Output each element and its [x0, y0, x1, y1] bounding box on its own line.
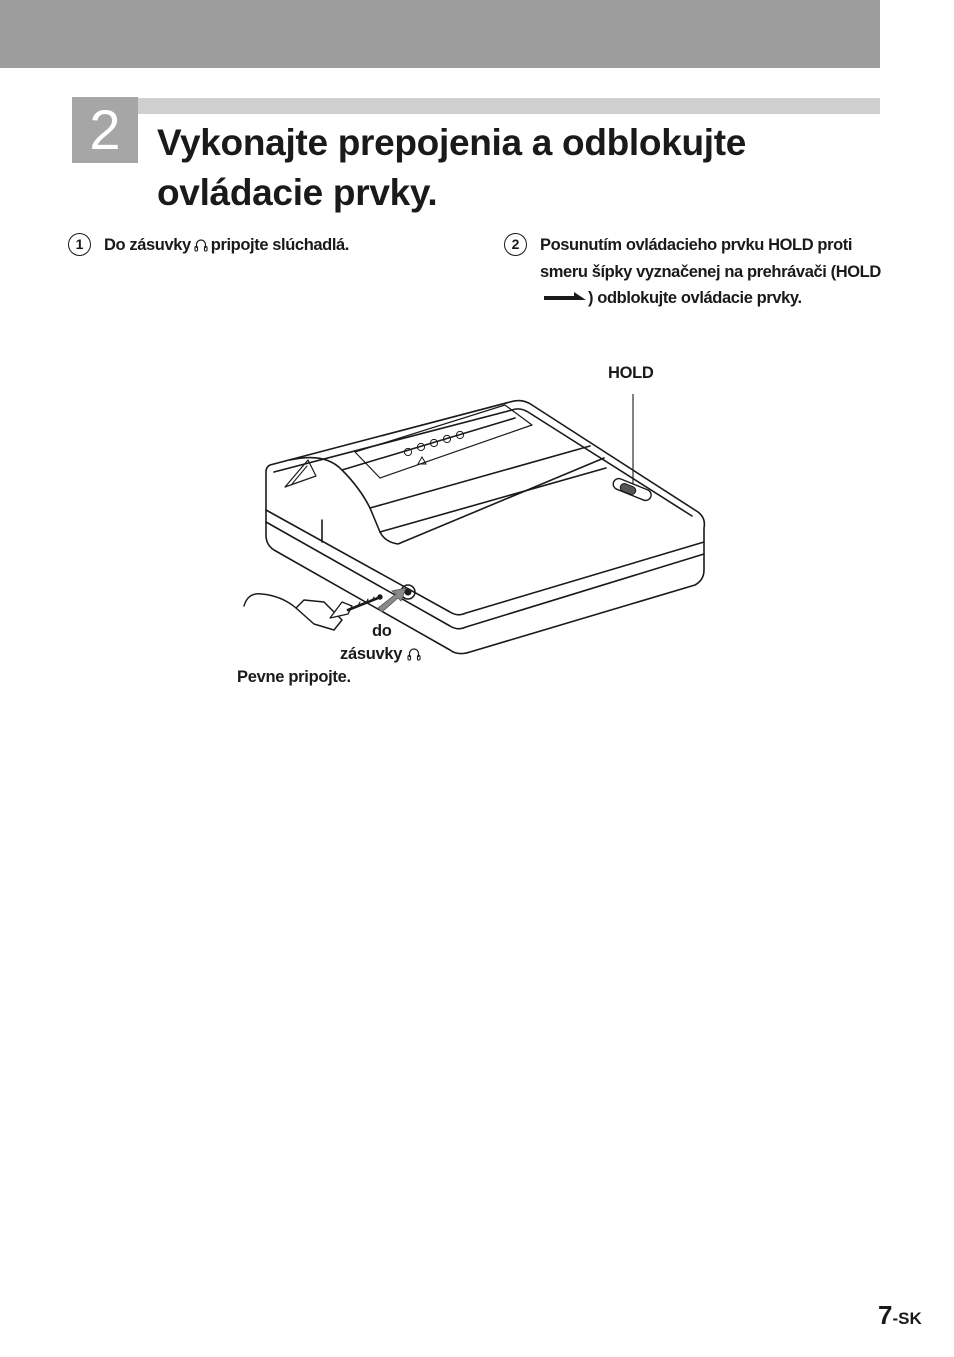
section-number-box: 2: [72, 97, 138, 163]
jack-label-line2: [340, 643, 424, 665]
step-1-text-before: Do zásuvky: [104, 236, 191, 254]
step-1-number: 1: [68, 233, 91, 256]
step-1-text: [104, 232, 349, 259]
headphones-icon: [194, 238, 208, 252]
hold-switch: [612, 477, 653, 502]
step-2: [504, 232, 894, 312]
page-number-value: 7: [878, 1300, 893, 1330]
step-1-text-after: pripojte slúchadlá.: [210, 236, 349, 254]
step-2-text-before: Posunutím ovládacieho prvku HOLD proti smeru šípky vyznačenej na prehrávači (HOLD: [540, 236, 881, 281]
page-number-suffix: -SK: [892, 1309, 922, 1328]
player-illustration: [230, 380, 720, 680]
jack-label-line1: do: [372, 622, 392, 640]
step-2-text-after: ) odblokujte ovládacie prvky.: [588, 289, 802, 307]
connect-note: Pevne pripojte.: [237, 668, 351, 686]
page-number: [878, 1300, 922, 1331]
step-1: [68, 232, 468, 259]
step-2-number: 2: [504, 233, 527, 256]
step-2-text: [540, 232, 894, 312]
hold-label: HOLD: [608, 364, 654, 382]
section-title: Vykonajte prepojenia a odblokujte ovládacie prvky.: [157, 122, 747, 213]
jack-label-text: zásuvky: [340, 645, 403, 663]
top-band: [0, 0, 880, 68]
title-rule: [138, 98, 880, 114]
headphones-icon: [407, 647, 421, 661]
hold-arrow-icon: [544, 290, 586, 302]
